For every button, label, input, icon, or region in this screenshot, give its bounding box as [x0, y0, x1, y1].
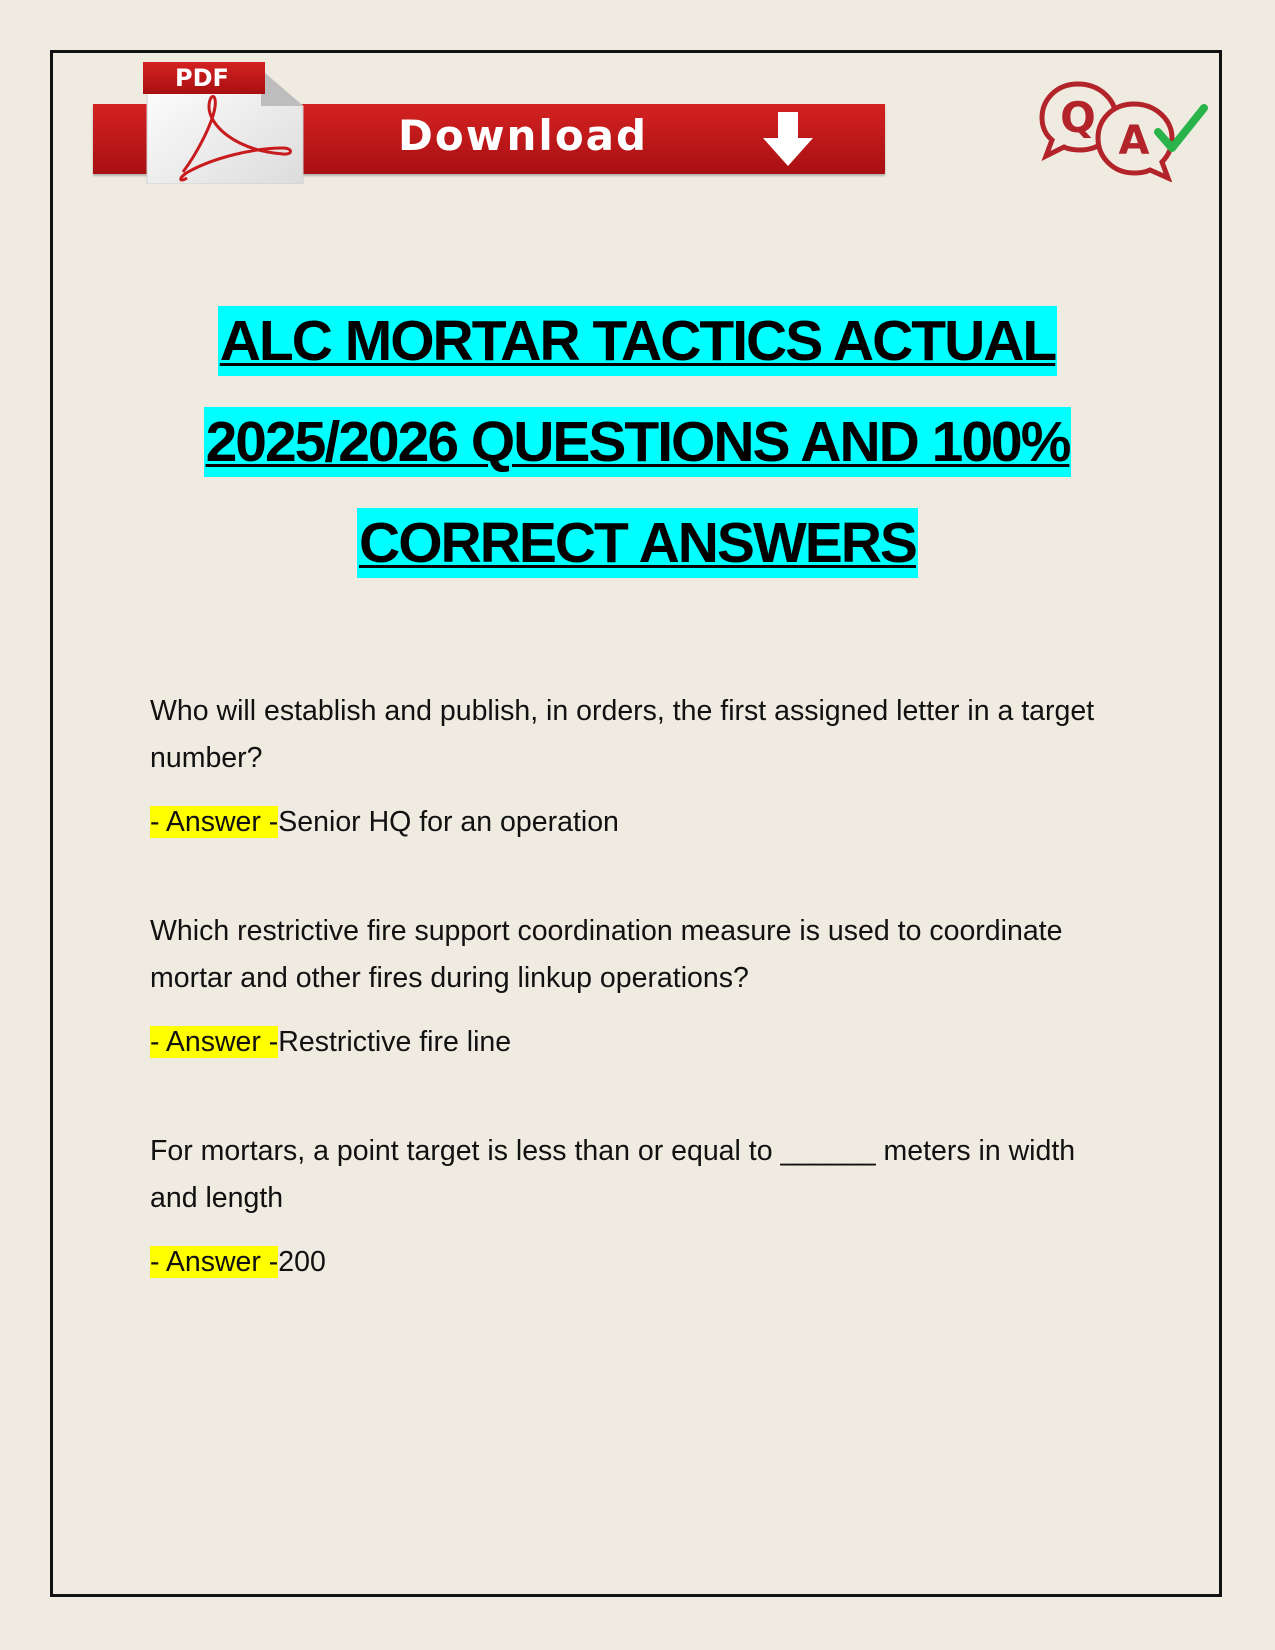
qa-item [150, 1128, 1110, 1282]
answer-prefix: - Answer - [150, 1246, 279, 1278]
pdf-tag: PDF [143, 62, 265, 94]
qa-item [150, 688, 1110, 842]
download-label[interactable]: Download [398, 111, 649, 160]
document-title [60, 306, 1215, 609]
answer-line [150, 1022, 1110, 1062]
qa-item [150, 908, 1110, 1062]
answer-prefix: - Answer - [150, 806, 279, 838]
title-line-1: ALC MORTAR TACTICS ACTUAL [218, 306, 1057, 376]
answer-line [150, 802, 1110, 842]
qa-logo [1038, 78, 1208, 182]
qa-logo-q: Q [1060, 93, 1096, 142]
pdf-document-icon [143, 62, 308, 184]
answer-text: Restrictive fire line [278, 1026, 512, 1058]
pdf-download-banner[interactable] [93, 62, 885, 184]
title-line-3: CORRECT ANSWERS [357, 508, 918, 578]
question-text: Who will establish and publish, in orders, the first assigned letter in a target number? [150, 695, 1095, 774]
answer-text: 200 [278, 1246, 326, 1278]
qa-logo-a: A [1118, 118, 1150, 164]
answer-line [150, 1242, 1110, 1282]
question-answer-list [150, 688, 1110, 1348]
title-line-2: 2025/2026 QUESTIONS AND 100% [204, 407, 1072, 477]
question-text: Which restrictive fire support coordination measure is used to coordinate mortar and other fires during linkup operations? [150, 915, 1063, 994]
answer-text: Senior HQ for an operation [278, 806, 619, 838]
download-arrow-icon[interactable] [761, 110, 815, 175]
answer-prefix: - Answer - [150, 1026, 279, 1058]
question-text: For mortars, a point target is less than or equal to ______ meters in width and length [150, 1135, 1076, 1214]
